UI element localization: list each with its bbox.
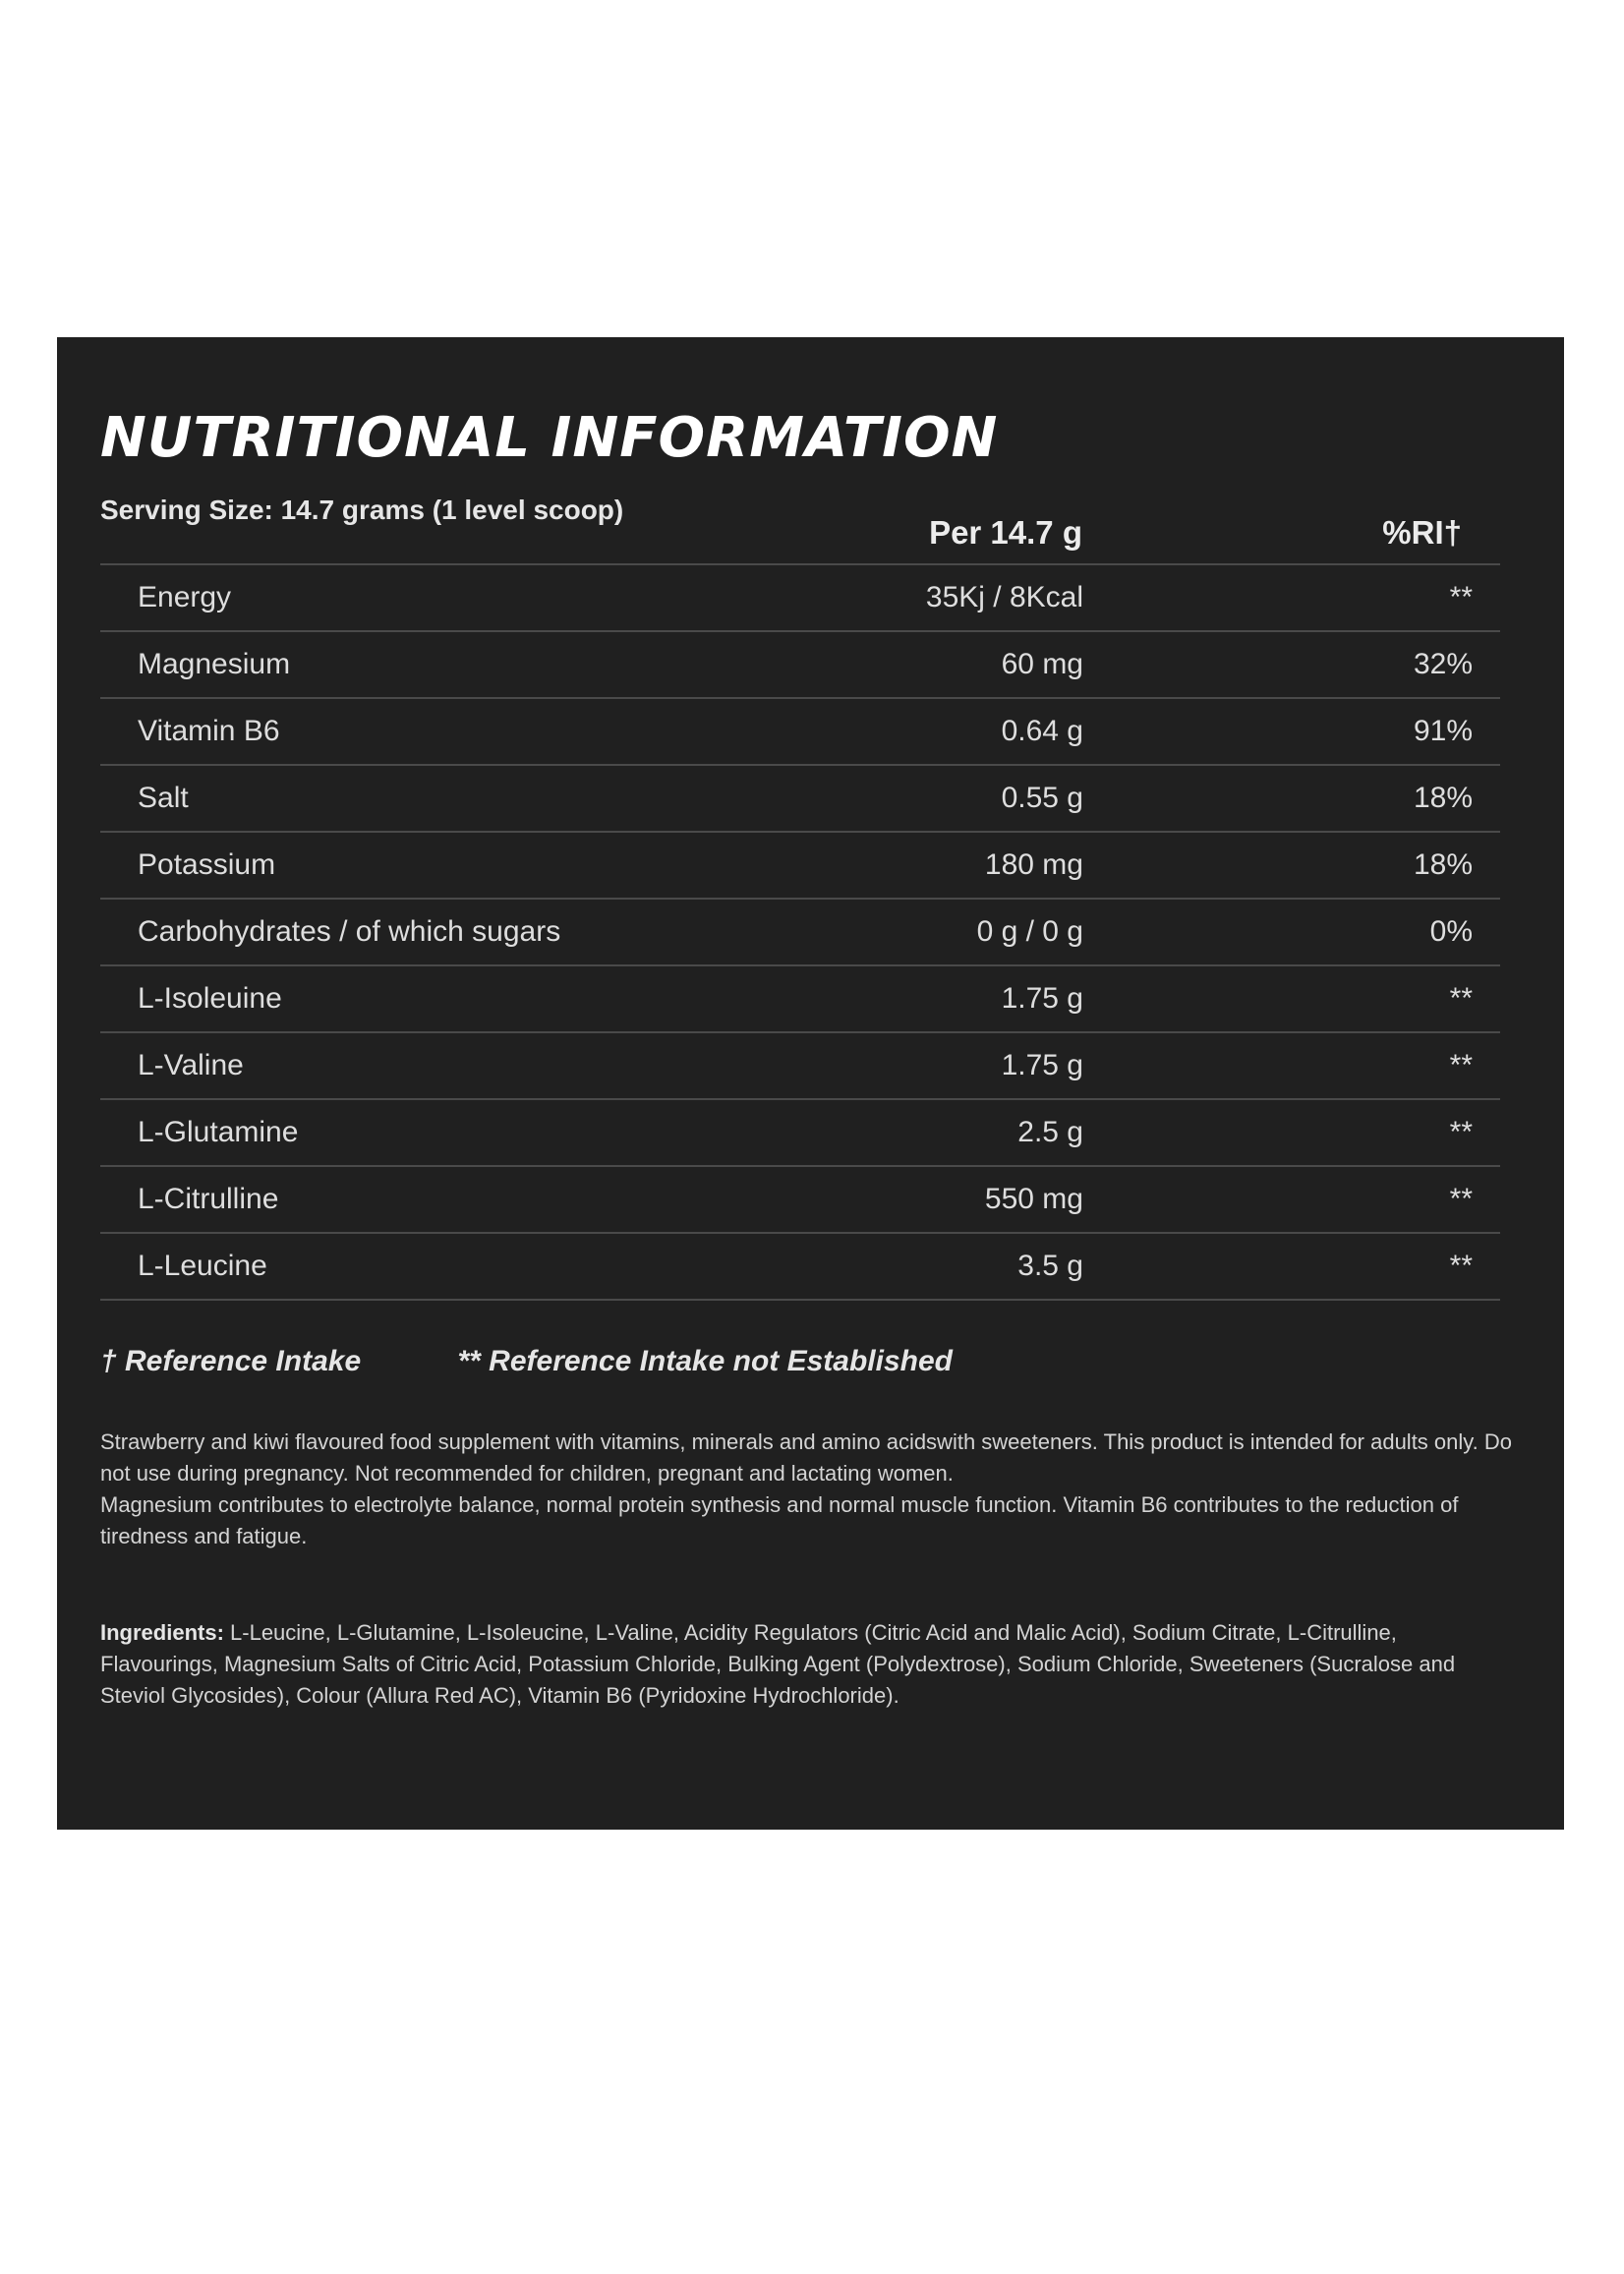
serving-size: Serving Size: 14.7 grams (1 level scoop)	[100, 495, 624, 525]
nutrient-value: 2.5 g	[1017, 1116, 1083, 1148]
nutrient-ri: **	[1449, 1183, 1473, 1215]
description-paragraph: Strawberry and kiwi flavoured food supplement with vitamins, minerals and amino acidswith sweeteners. This product is intended for adults only. Do not use during pregnancy. Not recommended for children, pregnant and lactating women.	[100, 1429, 1512, 1486]
column-header-ri: %RI†	[1382, 514, 1462, 551]
table-row	[100, 1167, 1500, 1234]
product-description	[100, 1427, 1516, 1552]
table-row	[100, 1033, 1500, 1100]
nutrient-ri: 18%	[1413, 782, 1473, 814]
table-row	[100, 833, 1500, 900]
nutrient-name: Magnesium	[138, 648, 291, 680]
nutrient-ri: 0%	[1429, 915, 1473, 948]
table-row	[100, 766, 1500, 833]
table-row	[100, 966, 1500, 1033]
nutrient-ri: **	[1449, 1116, 1473, 1148]
footnote-not-established: ** Reference Intake not Established	[457, 1345, 953, 1377]
nutrient-name: Carbohydrates / of which sugars	[138, 915, 561, 948]
nutrient-value: 550 mg	[984, 1183, 1083, 1215]
nutrient-value: 0.55 g	[1001, 782, 1083, 814]
nutrient-value: 35Kj / 8Kcal	[925, 581, 1083, 613]
nutrient-name: Energy	[138, 581, 232, 613]
nutrient-name: L-Citrulline	[138, 1183, 279, 1215]
nutrient-value: 60 mg	[1001, 648, 1083, 680]
nutrient-name: Vitamin B6	[138, 715, 280, 747]
nutrient-ri: 32%	[1413, 648, 1473, 680]
footnotes	[100, 1345, 953, 1378]
nutrition-panel	[57, 337, 1564, 1830]
description-paragraph: Magnesium contributes to electrolyte balance, normal protein synthesis and normal muscle function. Vitamin B6 contributes to the reduction of tiredness and fatigue.	[100, 1492, 1459, 1548]
nutrient-name: Salt	[138, 782, 189, 814]
nutrient-value: 180 mg	[984, 848, 1083, 881]
nutrient-name: L-Isoleuine	[138, 982, 282, 1015]
nutrient-ri: 91%	[1413, 715, 1473, 747]
nutrient-ri: **	[1449, 581, 1473, 613]
nutrient-name: L-Valine	[138, 1049, 244, 1081]
ingredients-text	[100, 1617, 1516, 1712]
nutrient-value: 3.5 g	[1017, 1250, 1083, 1282]
nutrient-ri: 18%	[1413, 848, 1473, 881]
nutrient-value: 0 g / 0 g	[976, 915, 1083, 948]
table-row	[100, 565, 1500, 632]
nutrient-value: 1.75 g	[1001, 982, 1083, 1015]
nutrient-ri: **	[1449, 1049, 1473, 1081]
nutrient-name: L-Leucine	[138, 1250, 267, 1282]
table-row	[100, 1100, 1500, 1167]
nutrition-table	[100, 563, 1500, 1301]
nutrient-ri: **	[1449, 982, 1473, 1015]
table-row	[100, 632, 1500, 699]
table-row	[100, 699, 1500, 766]
nutrient-value: 0.64 g	[1001, 715, 1083, 747]
nutrient-name: Potassium	[138, 848, 276, 881]
nutrient-name: L-Glutamine	[138, 1116, 299, 1148]
table-row	[100, 900, 1500, 966]
column-header-per-serving: Per 14.7 g	[929, 514, 1082, 551]
nutrient-value: 1.75 g	[1001, 1049, 1083, 1081]
ingredients-list: L-Leucine, L-Glutamine, L-Isoleucine, L-Valine, Acidity Regulators (Citric Acid and Malic Acid), Sodium Citrate, L-Citrulline, Flavourings, Magnesium Salts of Citric Acid, Potassium Chloride, Bulking Agent (Polydextrose), Sodium Chloride, Sweeteners (Sucralose and Steviol Glycosides), Colour (Allura Red AC), Vitamin B6 (Pyridoxine Hydrochloride).	[100, 1620, 1456, 1708]
footnote-reference-intake: † Reference Intake	[100, 1345, 362, 1377]
page-title: NUTRITIONAL INFORMATION	[100, 406, 999, 470]
table-row	[100, 1234, 1500, 1301]
nutrient-ri: **	[1449, 1250, 1473, 1282]
ingredients-label: Ingredients:	[100, 1620, 224, 1645]
